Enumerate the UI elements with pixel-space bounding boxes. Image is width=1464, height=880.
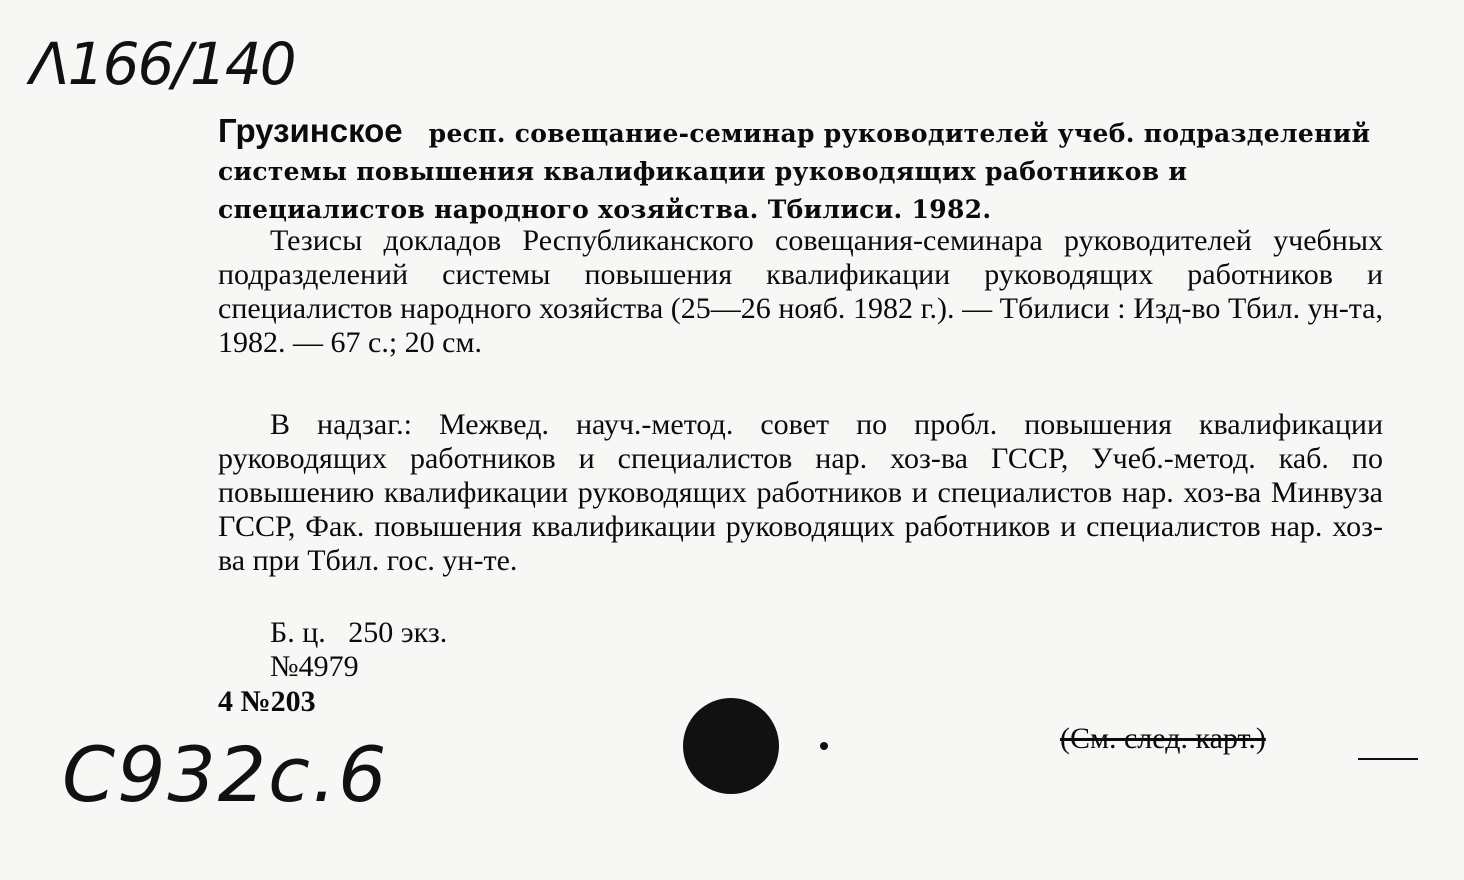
continuation-note: (См. след. карт.) bbox=[1060, 722, 1266, 755]
heading-word: Грузинское bbox=[218, 112, 403, 149]
underline bbox=[1358, 758, 1418, 760]
corner-code: Λ166/140 bbox=[30, 30, 295, 98]
number-line: №4979 bbox=[270, 650, 359, 683]
punch-hole bbox=[683, 698, 779, 794]
description-paragraph: Тезисы докладов Республиканского совещания-семинара руководителей учебных подразделений системы повышения квалификации руководящих работников и специалистов народного хозяйства (25—26 нояб. 1982 г.). — Тбилиси : Изд-во Тбил. ун-та, 1982. — 67 с.; 20 см. bbox=[218, 224, 1383, 359]
note-paragraph: В надзаг.: Межвед. науч.-метод. совет по пробл. повышения квалификации руководящих работников и специалистов нар. хоз-ва ГССР, Учеб.-метод. каб. по повышению квалификации руководящих работников и специалистов нар. хоз-ва Минвуза ГССР, Фак. повышения квалификации руководящих работников и специалистов нар. хоз-ва при Тбил. гос. ун-те. bbox=[218, 408, 1383, 577]
price-line: Б. ц. 250 экз. bbox=[270, 616, 448, 649]
card-heading bbox=[218, 112, 1388, 228]
shelfmark: C932c.6 bbox=[62, 730, 389, 819]
speck bbox=[820, 742, 828, 750]
inventory-line: 4 №203 bbox=[218, 685, 316, 718]
heading-title: респ. совещание-семинар руководителей учеб. подразделений системы повышения квалификации руководящих работников и специалистов народного хозяйства. Тбилиси. 1982. bbox=[218, 119, 1371, 224]
